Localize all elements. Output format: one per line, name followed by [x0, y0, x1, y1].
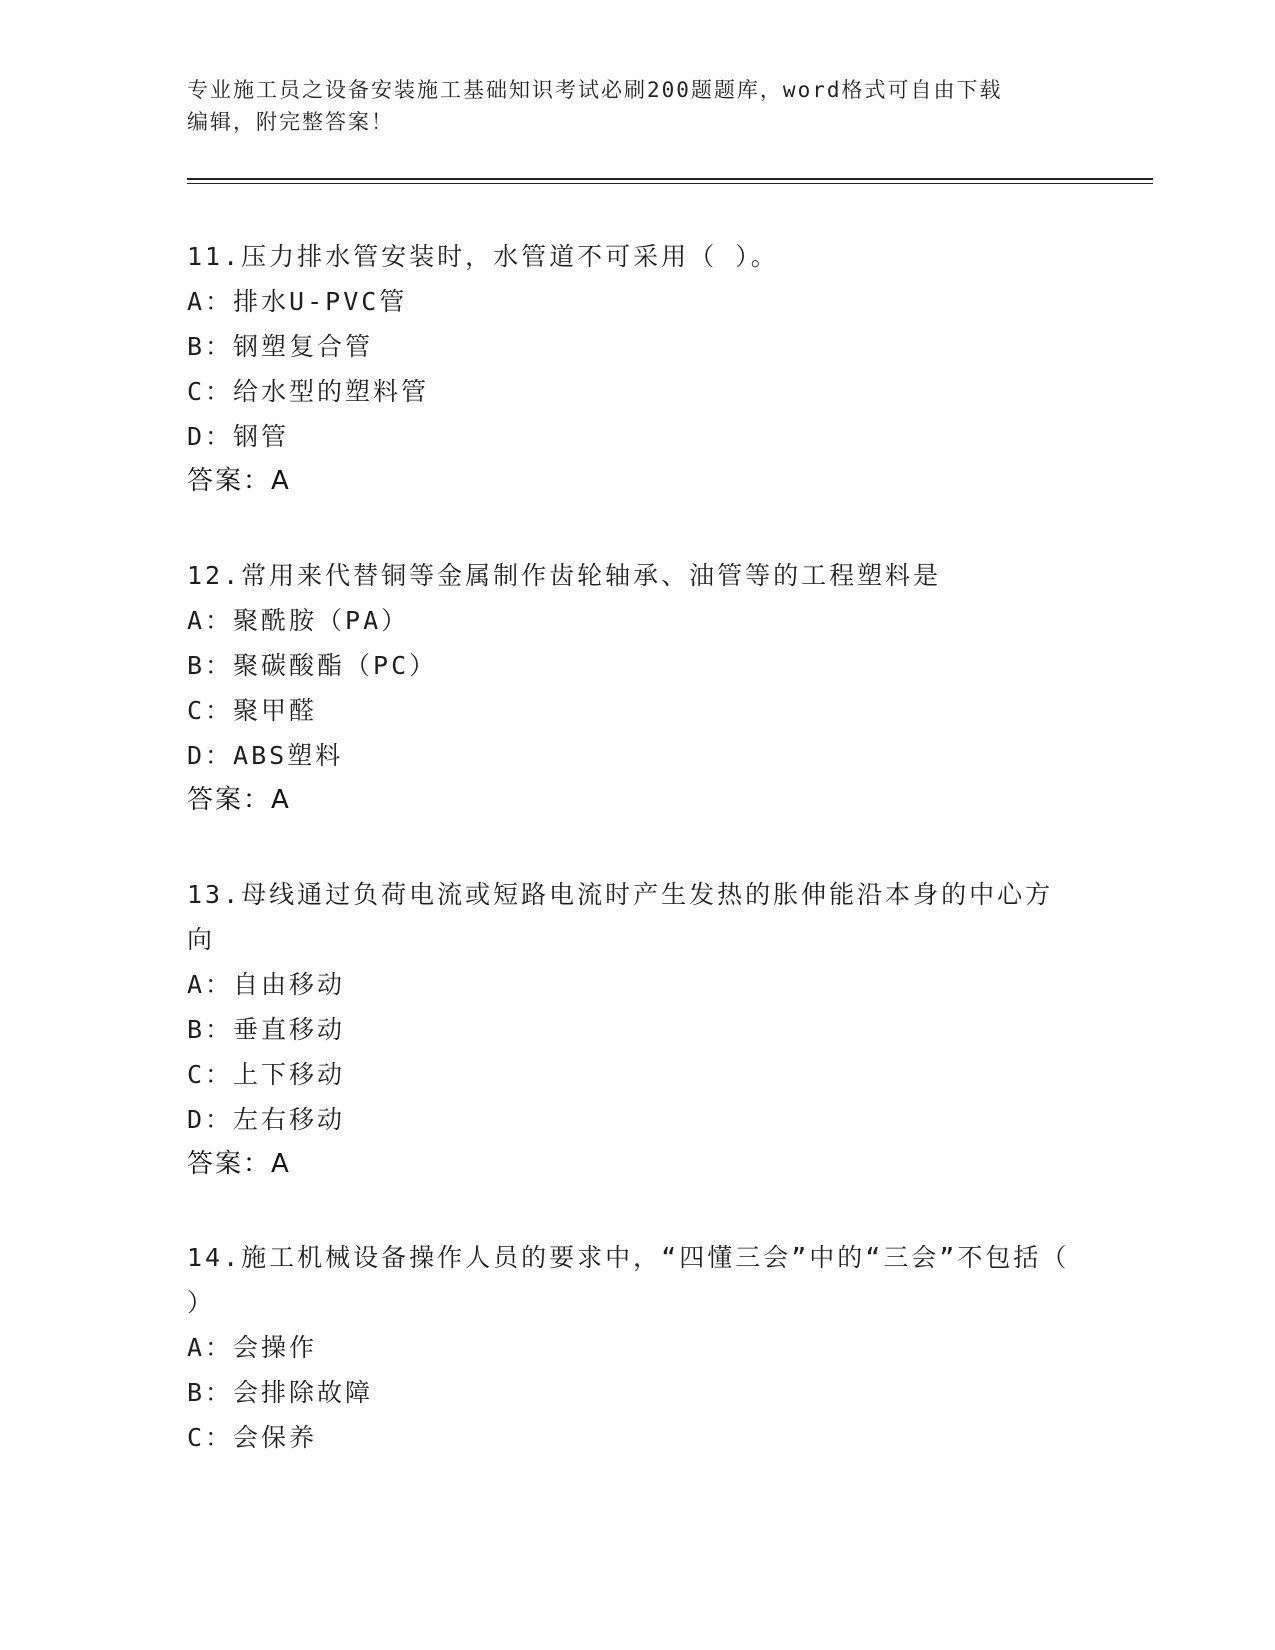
question-stem: 14.施工机械设备操作人员的要求中，“四懂三会”中的“三会”不包括（ ）: [187, 1243, 1070, 1317]
question-14: [187, 1235, 1077, 1460]
option-a: A：自由移动: [187, 970, 346, 999]
option-b: B：聚碳酸酯（PC）: [187, 651, 438, 680]
option-b: B：会排除故障: [187, 1378, 374, 1407]
option-d: D：ABS塑料: [187, 741, 344, 770]
option-d: D：左右移动: [187, 1105, 346, 1134]
question-11: [187, 234, 1077, 504]
option-c: C：会保养: [187, 1423, 318, 1452]
answer: 答案：A: [187, 1149, 291, 1179]
answer: 答案：A: [187, 785, 291, 815]
option-b: B：钢塑复合管: [187, 332, 374, 361]
option-a: A：会操作: [187, 1333, 318, 1362]
answer: 答案：A: [187, 466, 291, 496]
option-b: B：垂直移动: [187, 1015, 346, 1044]
question-13: [187, 872, 1077, 1187]
question-stem: 11.压力排水管安装时，水管道不可采用（ ）。: [187, 242, 779, 271]
option-c: C：给水型的塑料管: [187, 377, 430, 406]
option-a: A：排水U-PVC管: [187, 287, 408, 316]
header-line-1: 专业施工员之设备安装施工基础知识考试必刷200题题库，word格式可自由下载: [187, 78, 1003, 102]
option-a: A：聚酰胺（PA）: [187, 606, 410, 635]
option-c: C：聚甲醛: [187, 696, 318, 725]
question-12: [187, 553, 1077, 823]
header-line-2: 编辑，附完整答案！: [187, 110, 394, 134]
document-header: [187, 74, 1067, 138]
question-stem: 13.母线通过负荷电流或短路电流时产生发热的胀伸能沿本身的中心方向: [187, 880, 1054, 954]
option-c: C：上下移动: [187, 1060, 346, 1089]
question-stem: 12.常用来代替铜等金属制作齿轮轴承、油管等的工程塑料是: [187, 561, 942, 590]
header-divider-thin: [187, 183, 1153, 184]
header-divider-thick: [187, 178, 1153, 180]
option-d: D：钢管: [187, 422, 290, 451]
